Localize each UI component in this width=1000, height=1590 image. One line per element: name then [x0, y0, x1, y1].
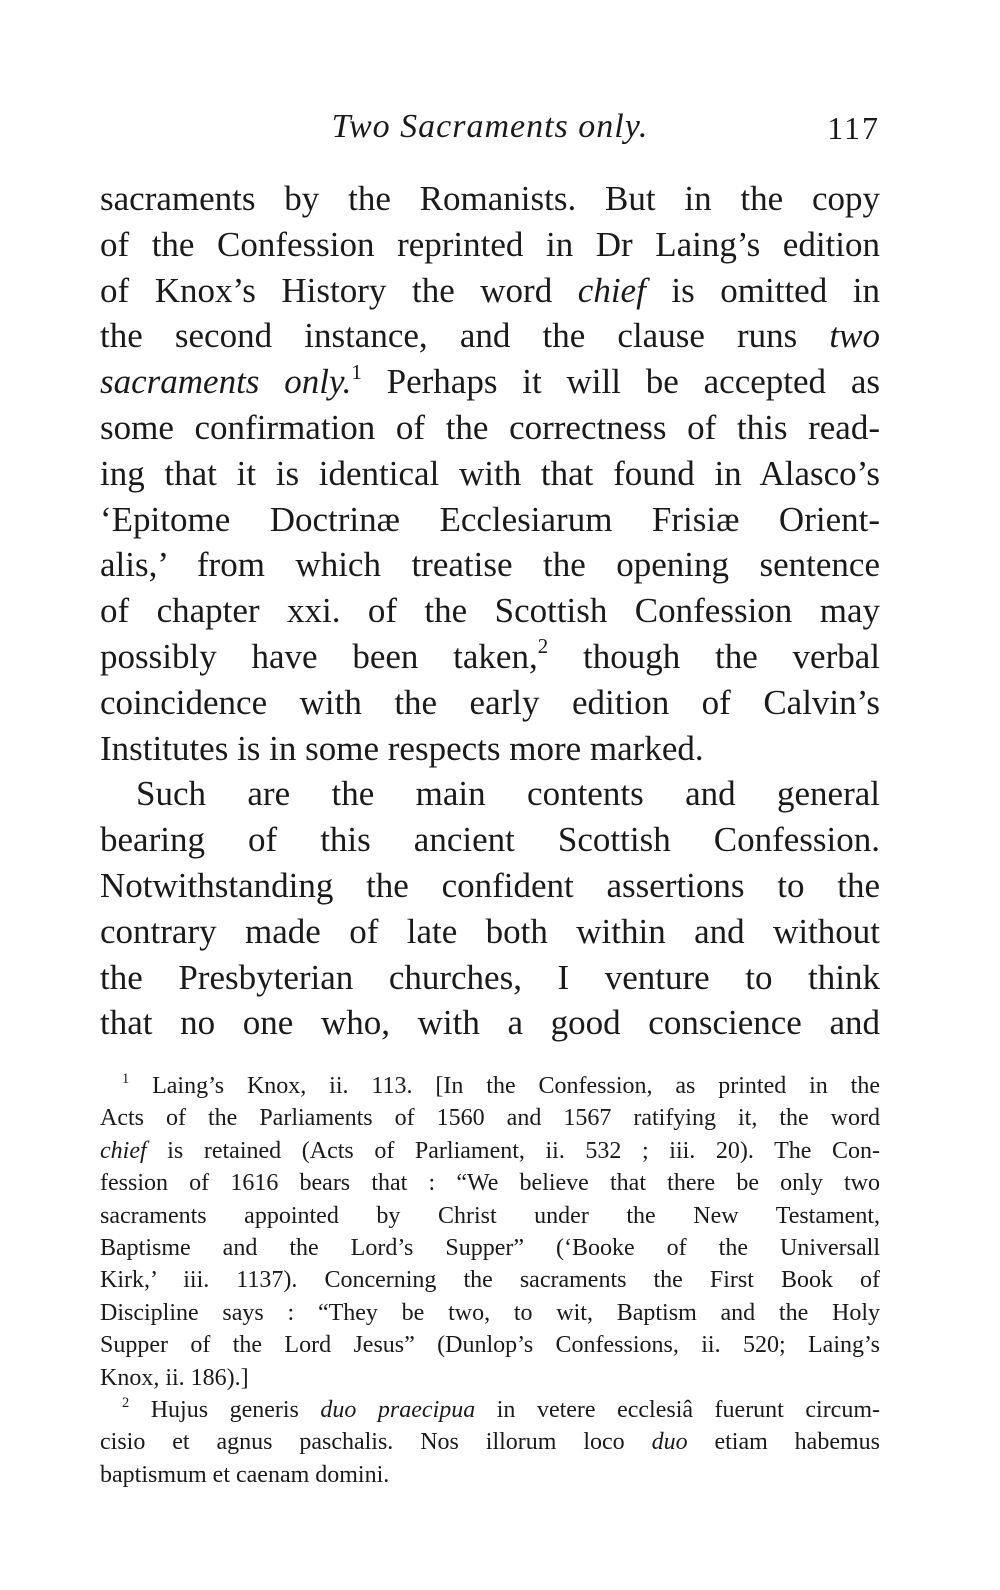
text-line: that no one who, with a good conscience and [100, 1003, 880, 1043]
paragraph-start-line: Such are the main contents and general [136, 774, 880, 814]
footnote-ref-2: 2 [537, 634, 549, 659]
footnote-1: $^1$ Laing’s Knox, ii. 113. [In the Confession, as printed in the [122, 1070, 880, 1099]
running-title: Two Sacraments only. [331, 108, 649, 145]
paragraph-end-line: Institutes is in some respects more marked. [100, 728, 704, 768]
footnote-line: Acts of the Parliaments of 1560 and 1567 ratifying it, the word [100, 1105, 880, 1132]
footnote-line: Discipline says : “They be two, to wit, Baptism and the Holy [100, 1299, 880, 1326]
text-line: ing that it is identical with that found in Alasco’s [100, 453, 880, 493]
footnote-line: chief is retained (Acts of Parliament, ii. 532 ; iii. 20). The Con- [100, 1137, 880, 1164]
text-line: contrary made of late both within and without [100, 911, 880, 951]
footnote-line: baptismum et caenam domini. [100, 1461, 390, 1488]
text-line: the Presbyterian churches, I venture to think [100, 957, 880, 997]
text-line: coincidence with the early edition of Calvin’s [100, 682, 880, 722]
footnote-line: cisio et agnus paschalis. Nos illorum loco duo etiam habemus [100, 1429, 880, 1456]
text-line: sacraments only.$^1$ Perhaps it will be accepted as [100, 359, 880, 402]
footnote-line: Supper of the Lord Jesus” (Dunlop’s Confessions, ii. 520; Laing’s [100, 1332, 880, 1359]
text-line: of chapter xxi. of the Scottish Confession may [100, 591, 880, 631]
text-line: some confirmation of the correctness of this read- [100, 407, 880, 447]
text-line: bearing of this ancient Scottish Confession. [100, 820, 880, 860]
footnotes [100, 1070, 880, 1491]
text-line: ‘Epitome Doctrinæ Ecclesiarum Frisiæ Orient- [100, 499, 880, 539]
footnote-ref-1: 1 [351, 359, 362, 384]
text-line: sacraments by the Romanists. But in the copy [100, 179, 880, 218]
text-line: possibly have been taken,$^2$ though the verbal [100, 634, 880, 676]
running-head [100, 106, 880, 156]
footnote-line: Knox, ii. 186).] [100, 1364, 249, 1391]
main-text [100, 176, 880, 1046]
page-number: 117 [827, 110, 880, 146]
text-line: alis,’ from which treatise the opening sentence [100, 545, 880, 585]
footnote-marker-1: 1 [122, 1070, 130, 1087]
footnote-line: sacraments appointed by Christ under the New Testament, [100, 1202, 880, 1229]
text-line: of the Confession reprinted in Dr Laing’s edition [100, 224, 880, 264]
text-line: Notwithstanding the confident assertions to the [100, 865, 880, 905]
text-line: the second instance, and the clause runs two [100, 316, 880, 356]
text-line: of Knox’s History the word chief is omitted in [100, 270, 880, 310]
footnote-line: fession of 1616 bears that : “We believe that there be only two [100, 1170, 880, 1197]
footnote-line: Kirk,’ iii. 1137). Concerning the sacraments the First Book of [100, 1267, 880, 1294]
footnote-2: $^2$ Hujus generis duo praecipua in vetere ecclesiâ fuerunt circum- [122, 1394, 880, 1423]
footnote-marker-2: 2 [122, 1394, 130, 1411]
footnote-line: Baptisme and the Lord’s Supper” (‘Booke of the Universall [100, 1234, 880, 1261]
